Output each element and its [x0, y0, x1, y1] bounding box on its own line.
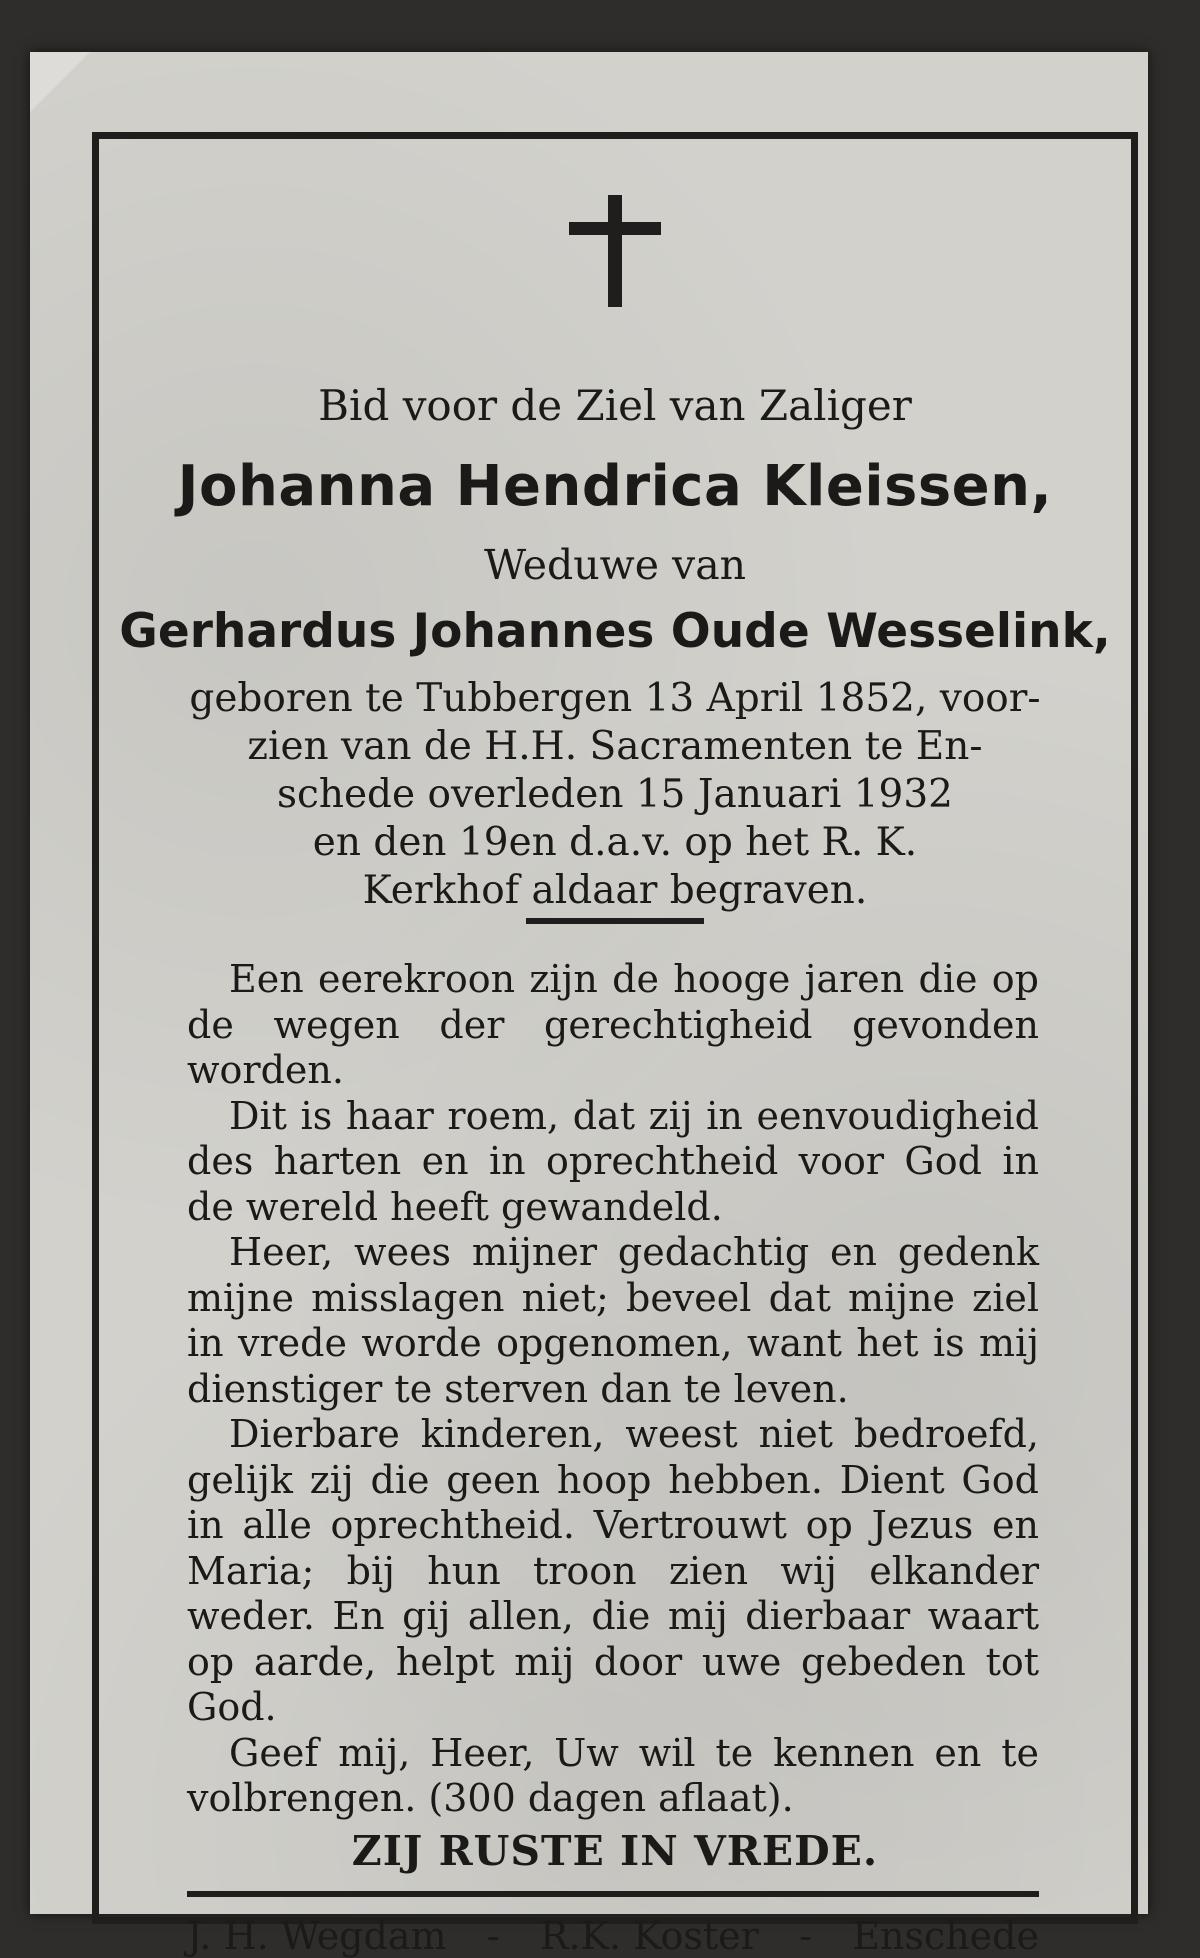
prayer-text	[187, 957, 1039, 1822]
paper-tear	[30, 52, 90, 112]
biography-line: zien van de H.H. Sacramenten te En-	[247, 724, 983, 769]
biography-line: en den 19en d.a.v. op het R. K.	[312, 820, 918, 865]
spouse-name: Gerhardus Johannes Oude Wesselink,	[119, 604, 1111, 659]
closing-line: ZIJ RUSTE IN VREDE.	[351, 1827, 879, 1875]
printer-separator: -	[486, 1914, 500, 1958]
deceased-name: Johanna Hendrica Kleissen,	[177, 454, 1053, 519]
opening-line: Bid voor de Ziel van Zaliger	[318, 381, 912, 430]
printer-city: Enschede	[852, 1914, 1039, 1958]
prayer-paragraph: Geef mij, Heer, Uw wil te kennen en te volbrengen. (300 dagen aflaat).	[187, 1730, 1039, 1820]
divider-short	[526, 918, 704, 924]
prayer-paragraph: Een eerekroon zijn de hooge jaren die op de wegen der gerechtigheid gevonden worden.	[187, 957, 1039, 1092]
biography-line: geboren te Tubbergen 13 April 1852, voor-	[189, 676, 1041, 721]
printer-role: R.K. Koster	[539, 1914, 759, 1958]
cross-icon	[569, 195, 661, 307]
prayer-paragraph: Dierbare kinderen, weest niet bedroefd, gelijk zij die geen hoop hebben. Dient God in alle oprechtheid. Vertrouwt op Jezus en Maria; bij hun troon zien wij elkander weder. En gij allen, die mij dierbaar waart op aarde, helpt mij door uwe gebeden tot God.	[187, 1412, 1039, 1729]
biography-line: schede overleden 15 Januari 1932	[276, 772, 953, 817]
biography-line: Kerkhof aldaar begraven.	[362, 868, 868, 913]
printer-separator: -	[799, 1914, 812, 1958]
border-frame	[92, 132, 1138, 1958]
printer-credit	[187, 1914, 1039, 1958]
divider-long	[187, 1891, 1039, 1897]
prayer-paragraph: Heer, wees mijner gedachtig en gedenk mijne misslagen niet; beveel dat mijne ziel in vrede worde opgenomen, want het is mij dienstiger te sterven dan te leven.	[187, 1230, 1039, 1411]
memorial-card	[30, 52, 1148, 1958]
printer-name: J. H. Wegdam	[187, 1914, 447, 1958]
relation-line: Weduwe van	[483, 541, 747, 589]
biography	[189, 675, 1041, 915]
prayer-paragraph: Dit is haar roem, dat zij in eenvoudigheid des harten en in oprechtheid voor God in de wereld heeft gewandeld.	[187, 1093, 1039, 1229]
